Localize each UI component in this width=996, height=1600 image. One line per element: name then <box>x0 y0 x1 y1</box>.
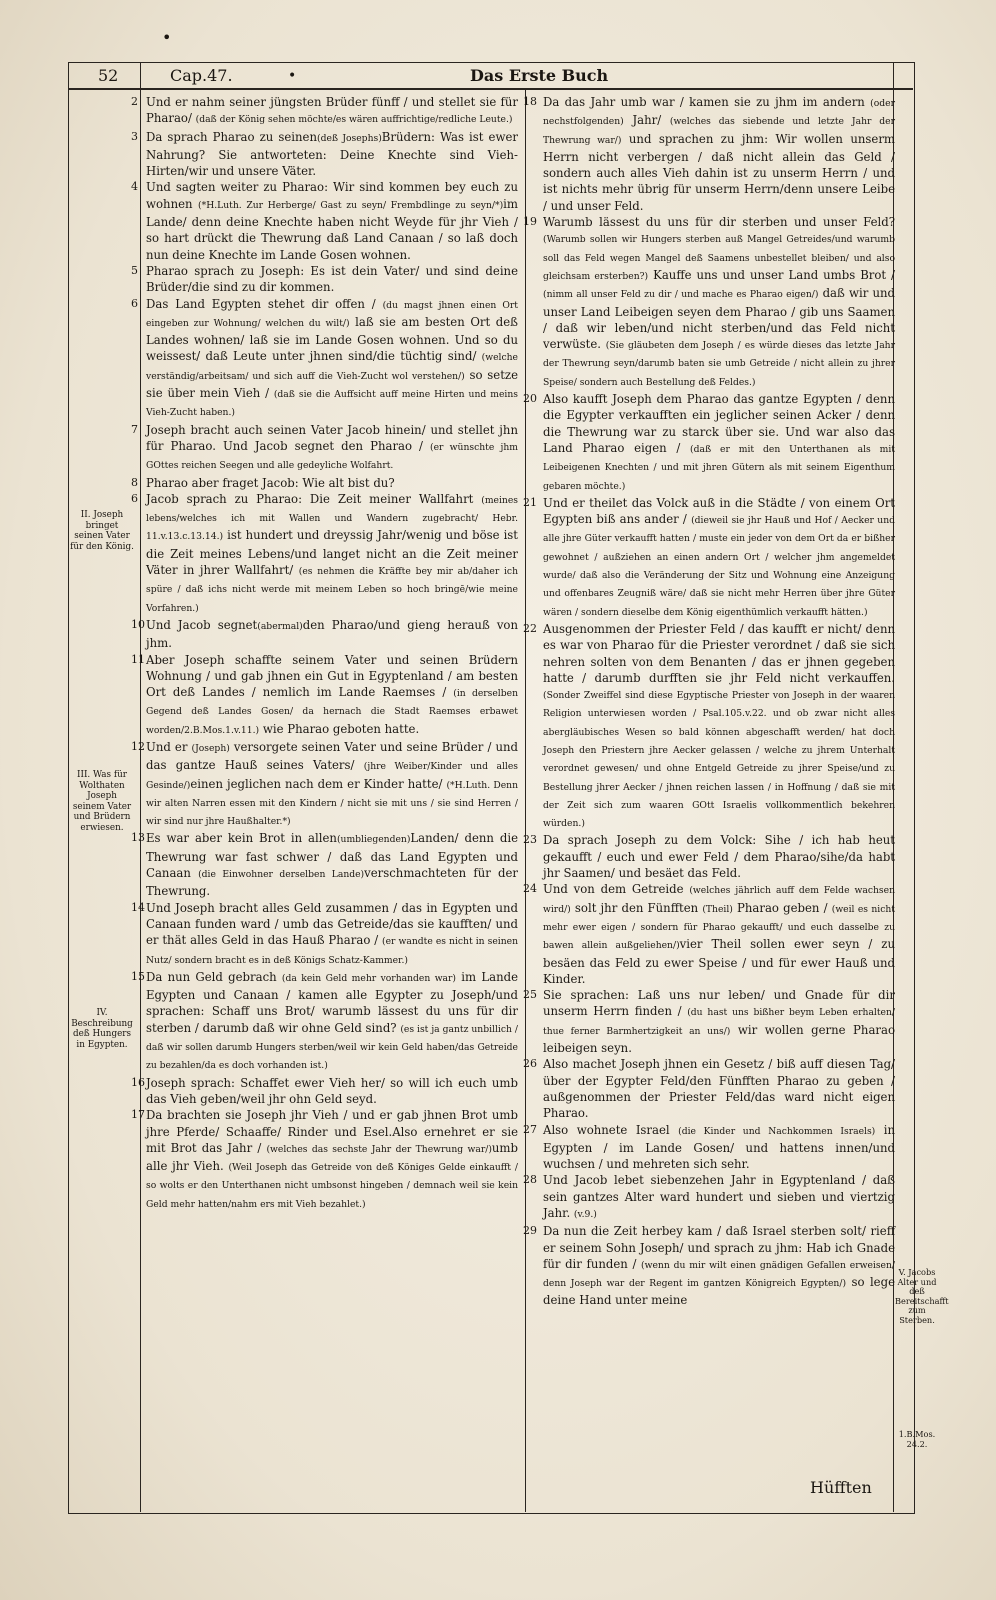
verse <box>131 129 518 180</box>
verse-gloss: (deß Josephs) <box>317 132 382 144</box>
column-divider <box>525 90 526 1512</box>
verse-gloss: (abermal) <box>257 620 303 632</box>
verse <box>131 652 518 739</box>
verse-text: und sprachen zu jhm: Wir wollen unserm Herrn nicht verbergen / daß nicht allein das Geld / sondern auch alles Vieh dahin ist zu unserm Herrn / und ist nichts mehr übrig für unserm Herrn/denn unsere Leibe / und unser Feld. <box>543 131 895 213</box>
verse-text: Joseph sprach: Schaffet ewer Vieh her/ so will ich euch umb das Vieh geben/weil jhr ohn Geld seyd. <box>146 1075 518 1106</box>
verse-text: Pharao aber fraget Jacob: Wie alt bist du? <box>146 475 395 490</box>
verse <box>131 900 518 969</box>
verse-number: 19 <box>523 215 537 229</box>
side-note-reference: 1.B.Mos. 24.2. <box>898 1429 936 1449</box>
verse <box>523 832 895 881</box>
verse-text: wie Pharao geboten hatte. <box>259 721 420 736</box>
verse-text: solt jhr den Fünfften <box>570 900 703 915</box>
verse-gloss: (es ist ja gantz unbillich / daß wir sollen darumb Hungers sterben/weil wir kein Geld haben/das Getreide zu bezahlen/da es doch vorhanden ist.) <box>146 1023 518 1072</box>
verse-number: 25 <box>523 988 537 1002</box>
verse-number: 6 <box>131 491 138 505</box>
verse-number: 6 <box>131 296 138 310</box>
verse-text: Also wohnete Israel <box>543 1122 679 1137</box>
verse <box>523 1122 896 1173</box>
verse <box>131 422 518 475</box>
verse-number: 21 <box>523 495 537 509</box>
verse-text: so lege deine Hand unter meine <box>543 1275 895 1308</box>
verse-text: Und von dem Getreide <box>543 882 690 897</box>
verse-number: 26 <box>523 1057 537 1071</box>
verse-gloss: (welche verständig/arbeitsam/ und sich auff die Vieh-Zucht wol verstehen/) <box>146 352 518 382</box>
verse-text: Also kaufft Joseph dem Pharao das gantze Egypten / denn die Egypter verkaufften ein jeglicher seinen Acker / denn die Thewrung war zu starck über sie. Und war also das Land Pharao eigen / <box>543 392 895 455</box>
verse-number: 2 <box>131 95 138 108</box>
verse <box>131 739 518 830</box>
verse <box>523 1223 895 1308</box>
header-ornament: • <box>288 68 297 84</box>
verse-text: Landen/ denn die Thewrung war fast schwer / daß das Land Egypten und Canaan <box>146 831 518 881</box>
verse-gloss: (die Einwohner derselben Lande) <box>198 869 365 881</box>
verse <box>131 830 518 899</box>
verse-text: Da sprach Joseph zu dem Volck: Sihe / ich hab heut gekaufft / euch und ewer Feld / dem Pharao/sihe/da habt jhr Saamen/ und besäet das Feld. <box>543 833 895 881</box>
verse-gloss: (da kein Geld mehr vorhanden war) <box>281 972 457 984</box>
verse-text: wir wollen gerne Pharao leibeigen seyn. <box>543 1022 895 1056</box>
verse-text: Da sprach Pharao zu seinen <box>146 129 317 144</box>
verse-number: 20 <box>523 392 537 406</box>
side-note-5: V. Jacobs Alter und deß Bereitschafft zum Sterben. <box>895 1267 949 1325</box>
page-number: 52 <box>98 66 119 85</box>
verse-gloss: (in derselben Gegend deß Landes Gosen/ da hernach die Stadt Raemses erbawet worden/2.B.Mos.1.v.11.) <box>146 688 518 736</box>
verse-gloss: (die Kinder und Nachkommen Israels) <box>678 1125 876 1137</box>
verse-gloss: (Weil Joseph das Getreide von deß Königes Gelde einkaufft / so wolts er den Unterthanen nicht umbsonst hingeben / demnach weil sie kein Geld mehr hatten/nahm ers mit Vieh bezahlet.) <box>146 1162 518 1210</box>
verse-number: 13 <box>131 831 145 845</box>
verse-gloss: (welches das siebende und letzte Jahr der Thewrung war/) <box>543 116 895 146</box>
verse <box>131 263 518 296</box>
verse-number: 17 <box>131 1108 145 1122</box>
verse-text: Ausgenommen der Priester Feld / das kaufft er nicht/ denn es war von Pharao für die Priester verordnet / daß sie sich nehren solten von dem Benanten / das er jhnen gegeben hatte / darumb durfften sie jhr Feld nicht verkauffen. <box>543 621 895 685</box>
verse-text: Und er nahm seiner jüngsten Brüder fünff / und stellet sie für Pharao/ <box>146 95 518 126</box>
verse <box>523 214 895 391</box>
verse <box>131 1107 518 1213</box>
verse-text: versorgete seinen Vater und seine Brüder / und das gantze Hauß seines Vaters/ <box>146 739 518 773</box>
verse-text: Es war aber kein Brot in allen <box>146 831 337 846</box>
verse-number: 8 <box>131 475 138 489</box>
verse-number: 24 <box>523 882 537 896</box>
verse <box>131 969 518 1075</box>
verse-text: Brüdern: Was ist ewer Nahrung? Sie antworteten: Deine Knechte sind Vieh-Hirten/wir und unsere Väter. <box>146 129 518 179</box>
verse-text: Und er theilet das Volck auß in die Städte / von einem Ort Egypten biß ans ander / <box>543 495 895 527</box>
verse-text: Das Land Egypten stehet dir offen / <box>146 296 383 311</box>
verse-gloss: (es nehmen die Kräffte bey mir ab/daher ich spüre / daß ichs nicht werde mit meinem Leben so hoch bringē/wie meine Vorfahren.) <box>146 566 518 614</box>
verse <box>523 1172 895 1223</box>
verse-gloss: (du magst jhnen einen Ort eingeben zur Wohnung/ welchen du wilt/) <box>146 299 518 329</box>
verse-text: Jahr/ <box>623 113 670 128</box>
verse-gloss: (welches jährlich auff dem Felde wachsen wird/) <box>543 885 895 915</box>
verse <box>131 94 518 129</box>
verse <box>131 179 518 262</box>
verse-text: in Egypten / im Lande Gosen/ und hattens innen/und wuchsen / und mehreten sich sehr. <box>543 1122 896 1172</box>
verse-gloss: (nimm all unser Feld zu dir / und mache es Pharao eigen/) <box>543 289 819 301</box>
verse-text: Joseph bracht auch seinen Vater Jacob hinein/ und stellet jhn für Pharao. Und Jacob segnet den Pharao / <box>146 422 518 453</box>
verse-text: im Lande/ denn deine Knechte haben nicht Weyde für jhr Vieh / so hart drückt die Thewrung daß Land Canaan / so laß doch nun deine Knechte im Lande Gosen wohnen. <box>146 196 518 262</box>
verse-number: 23 <box>523 833 537 847</box>
verse-text: Da nun die Zeit herbey kam / daß Israel sterben solt/ rieff er seinem Sohn Joseph/ und sprach zu jhm: Hab ich Gnade für dir funden / <box>543 1224 895 1271</box>
verse-text: Da brachten sie Joseph jhr Vieh / und er gab jhnen Brot umb jhre Pferde/ Schaaffe/ Rinder und Esel.Also ernehret er sie mit Brot das Jahr / <box>146 1108 518 1155</box>
verse-text: verschmachteten für der Thewrung. <box>146 866 518 899</box>
verse-number: 22 <box>523 621 537 635</box>
verse-number: 18 <box>523 95 537 108</box>
verse-gloss: (er wünschte jhm GOttes reichen Seegen und alle gedeyliche Wolfahrt. <box>146 441 518 472</box>
verse-text: ist hundert und dreyssig Jahr/wenig und böse ist die Zeit meines Lebens/und langet nicht an die Zeit meiner Väter in jhrer Wallfahrt/ <box>146 528 518 578</box>
verse <box>131 296 518 422</box>
verse-gloss: (Sonder Zweiffel sind diese Egyptische Priester von Joseph in der waaren Religion unterwiesen worden / Psal.105.v.22. und ob zwar nicht alles abergläubisches Wesen so bald können abgeschafft werden/ hat doch Joseph den Priestern jhre Aecker gelassen / welche zu jhrem Unterhalt verordnet gewesen/ und ohne Entgeld Getreide zu jhrer Speise/und zu Bestellung jhrer Aecker / jhnen reichen lassen / in Hoffnung / daß sie mit der Zeit sich zum waaren GOtt Israelis vollkommentlich bekehren würden.) <box>543 690 895 830</box>
verse-number: 28 <box>523 1173 537 1187</box>
verse-number: 14 <box>131 900 145 914</box>
right-text-column <box>523 94 896 1309</box>
verse-gloss: (du hast uns bißher beym Leben erhalten/ thue ferner Barmhertzigkeit an uns/) <box>543 1007 896 1037</box>
verse <box>523 94 895 214</box>
verse-text: so setze sie über mein Vieh / <box>146 367 518 401</box>
catchword: Hüfften <box>810 1478 872 1497</box>
verse-number: 27 <box>523 1122 537 1136</box>
verse-text: vier Theil sollen ewer seyn / zu besäen das Feld zu ewer Speise / und für ewer Hauß und Kinder. <box>543 937 895 986</box>
verse-text: den Pharao/und gieng herauß von jhm. <box>146 617 519 651</box>
verse-number: 4 <box>131 180 138 194</box>
verse-text: Pharao sprach zu Joseph: Es ist dein Vater/ und sind deine Brüder/die sind zu dir kommen. <box>146 263 518 295</box>
verse-gloss: (v.9.) <box>573 1209 597 1220</box>
verse-gloss: (daß der König sehen möchte/es wären auffrichtige/redliche Leute.) <box>195 114 513 126</box>
verse-gloss: (wenn du mir wilt einen gnädigen Gefallen erweisen/ denn Joseph war der Regent im gantzen Königreich Egypten/) <box>543 1259 895 1290</box>
book-title: Das Erste Buch <box>470 66 609 85</box>
verse-number: 3 <box>131 129 138 143</box>
verse <box>523 495 895 621</box>
verse-text: Also machet Joseph jhnen ein Gesetz / biß auff diesen Tag/über der Egypter Feld/den Fünfften Pharao zu geben / außgenommen der Priester Feld/das ward nicht eigen Pharao. <box>543 1057 895 1121</box>
verse-text: im Lande Egypten und Canaan / kamen alle Egypter zu Joseph/und sprachen: Schaff uns Brot/ warumb lässest du uns für dir sterben / darumb daß wir ohne Geld sind? <box>146 969 518 1035</box>
verse-text: Pharao geben / <box>732 900 832 915</box>
verse-number: 16 <box>131 1075 145 1089</box>
verse-text: umb alle jhr Vieh. <box>146 1140 518 1174</box>
chapter-label: Cap.47. <box>170 66 233 85</box>
verse <box>523 987 896 1056</box>
verse-text: Und Jacob lebet siebenzehen Jahr in Egyptenland / daß sein gantzes Alter ward hundert und sieben und viertzig Jahr. <box>543 1173 895 1220</box>
verse-number: 29 <box>523 1224 537 1238</box>
verse-gloss: (weil es nicht mehr ewer eigen / sondern für Pharao gekaufft/ und euch dasselbe zu bawen allein außgeliehen/) <box>543 903 895 952</box>
verse-gloss: (daß sie die Auffsicht auff meine Hirten und meins Vieh-Zucht haben.) <box>146 389 518 419</box>
side-note-2: II. Joseph bringet seinen Vater für den König. <box>70 510 134 552</box>
verse-gloss: (*H.Luth. Denn wir alten Narren essen mit den Kindern / nicht sie mit uns / sie sind Herren / wir sind nur jhre Haußhalter.*) <box>146 779 518 828</box>
verse-gloss: (Theil) <box>702 903 733 915</box>
verse-number: 10 <box>131 617 145 631</box>
verse-number: 12 <box>131 739 145 753</box>
verse-text: Und Jacob segnet <box>146 617 258 632</box>
verse-text: Warumb lässest du uns für dir sterben und unser Feld? <box>543 215 895 230</box>
verse-gloss: (dieweil sie jhr Hauß und Hof / Aecker und alle jhre Güter verkaufft hatten / muste ein jeder von dem Ort da er bißher gewohnet / außziehen an einen andern Ort / welcher jhm angemeldet wurde/ daß also die Veränderung der Sitz und Wohnung eine Anzeigung und offenbares Zeugniß wäre/ daß sie nicht mehr Herren über jhre Güter wären / sondern dieselbe dem König eigenthümlich verkaufft hätten.) <box>543 515 895 618</box>
ink-speck: • <box>162 28 172 47</box>
verse <box>523 881 895 987</box>
verse-number: 11 <box>131 652 145 666</box>
verse-text: Und Joseph bracht alles Geld zusammen / das in Egypten und Canaan funden ward / umb das Getreide/das sie kaufften/ und er thät alles Geld in das Hauß Pharao / <box>146 900 518 948</box>
verse-text: Sie sprachen: Laß uns nur leben/ und Gnade für dir unserm Herrn finden / <box>543 988 895 1019</box>
verse-text: Jacob sprach zu Pharao: Die Zeit meiner Wallfahrt <box>146 491 482 506</box>
verse-gloss: (daß er mit den Unterthanen als mit Leibeigenen Knechten / und mit jhren Gütern als mit seinem Eigenthum gebaren möchte.) <box>543 443 895 492</box>
side-note-3: III. Was für Wolthaten Joseph seinem Vater und Brüdern erwiesen. <box>72 770 132 833</box>
verse-gloss: (Warumb sollen wir Hungers sterben auß Mangel Getreides/und warumb soll das Feld wegen Mangel deß Saamens unbestellet bleiben/ und also gleichsam ersterben?) <box>543 234 895 282</box>
verse <box>523 1056 895 1121</box>
verse-text: Aber Joseph schaffte seinem Vater und seinen Brüdern Wohnung / und gab jhnen ein Gut in Egyptenland / am besten Ort deß Landes / nemlich im Lande Raemses / <box>146 652 518 700</box>
side-note-4: IV. Beschreibung deß Hungers in Egypten. <box>71 1008 133 1050</box>
verse-text: Kauffe uns und unser Land umbs Brot / <box>648 267 895 282</box>
verse-number: 15 <box>131 969 145 983</box>
verse-gloss: (jhre Weiber/Kinder und alles Gesinde/) <box>146 761 518 791</box>
verse-gloss: (Sie gläubeten dem Joseph / es würde dieses das letzte Jahr der Thewrung seyn/darumb baten sie umb Getreide / nicht allein zu jhrer Speise/ sondern auch Bestellung deß Feldes.) <box>543 340 895 388</box>
verse-gloss: (*H.Luth. Zur Herberge/ Gast zu seyn/ Frembdlinge zu seyn/*) <box>198 199 504 211</box>
verse-text: Und sagten weiter zu Pharao: Wir sind kommen bey euch zu wohnen <box>146 180 518 211</box>
verse-text: laß sie am besten Ort deß Landes wohnen/ laß sie im Lande Gosen wohnen. Und so du weissest/ daß Leute unter jhnen sind/die tüchtig sind/ <box>146 314 518 364</box>
verse <box>131 617 519 652</box>
verse-text: einen jeglichen nach dem er Kinder hatte/ <box>190 776 447 791</box>
verse-gloss: (meines lebens/welches ich mit Wallen und Wandern zugebracht/ Hebr. 11.v.13.c.13.14.) <box>146 494 518 543</box>
verse <box>131 491 518 617</box>
left-margin-rule <box>140 62 141 1512</box>
header-rule <box>68 88 913 90</box>
left-text-column <box>131 94 519 1213</box>
verse <box>523 391 895 495</box>
verse-text: daß wir und unser Land Leibeigen seyen dem Pharao / gib uns Saamen / daß wir leben/und nicht sterben/und das Feld nicht verwüste. <box>543 286 895 352</box>
verse-text: Da nun Geld gebrach <box>146 969 282 984</box>
verse <box>131 1075 518 1108</box>
verse-gloss: (Joseph) <box>191 742 230 754</box>
verse-gloss: (oder nechstfolgenden) <box>543 98 895 128</box>
verse-gloss: (umbliegenden) <box>336 834 411 846</box>
verse-number: 5 <box>131 263 138 277</box>
verse-gloss: (er wandte es nicht in seinen Nutz/ sondern bracht es in deß Königs Schatz-Kammer.) <box>146 936 518 966</box>
verse <box>523 621 895 833</box>
verse <box>131 475 518 491</box>
verse-text: Und er <box>146 739 192 754</box>
verse-gloss: (welches das sechste Jahr der Thewrung war/) <box>266 1143 492 1155</box>
verse-text: Da das Jahr umb war / kamen sie zu jhm im andern <box>543 95 871 109</box>
verse-number: 7 <box>131 422 138 436</box>
